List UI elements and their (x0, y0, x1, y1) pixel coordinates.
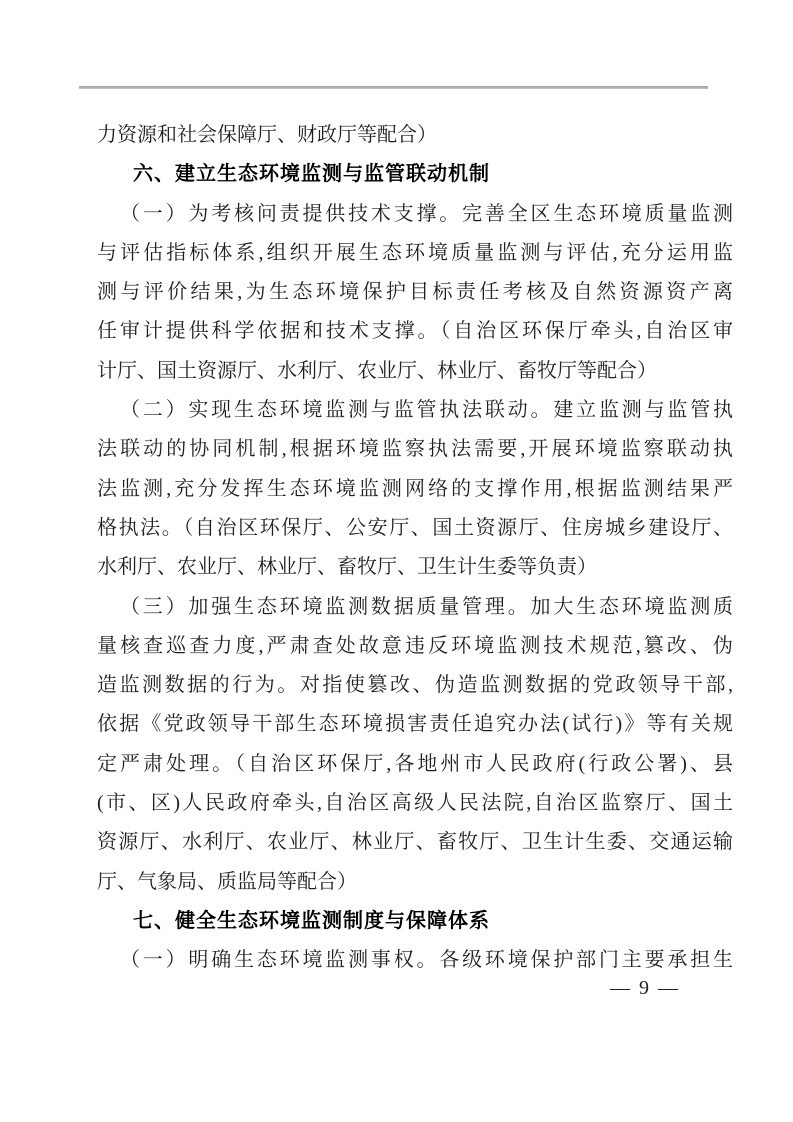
section-heading-seven: 七、健全生态环境监测制度与保障体系 (133, 909, 490, 932)
paragraph-first-line: （三）加强生态环境监测数据质量管理。加大生态环境监测质 (120, 595, 733, 618)
text-line: 力资源和社会保障厅、财政厅等配合） (97, 124, 437, 146)
text-line: 法联动的协同机制,根据环境监察执法需要,开展环境监察联动执 (97, 438, 733, 461)
text-line: 量核查巡查力度,严肃查处故意违反环境监测技术规范,篡改、伪 (97, 634, 733, 657)
text-line: 造监测数据的行为。对指使篡改、伪造监测数据的党政领导干部, (97, 674, 733, 697)
text-line: 任审计提供科学依据和技术支撑。（自治区环保厅牵头,自治区审 (97, 320, 733, 343)
page-number: — 9 — (610, 977, 680, 999)
section-heading-six: 六、建立生态环境监测与监管联动机制 (133, 163, 490, 186)
text-line: 定严肃处理。（自治区环保厅,各地州市人民政府(行政公署)、县 (97, 752, 733, 775)
text-line: 资源厅、水利厅、农业厅、林业厅、畜牧厅、卫生计生委、交通运输 (97, 831, 733, 854)
text-line: 计厅、国土资源厅、水利厅、农业厅、林业厅、畜牧厅等配合） (97, 359, 657, 382)
header-divider (79, 86, 708, 89)
document-body (97, 116, 733, 981)
paragraph-first-line: （一）为考核问责提供技术支撑。完善全区生态环境质量监测 (120, 202, 733, 225)
paragraph-first-line: （二）实现生态环境监测与监管执法联动。建立监测与监管执 (120, 399, 733, 422)
text-line: 测与评价结果,为生态环境保护目标责任考核及自然资源资产离 (97, 281, 733, 304)
text-line: 与评估指标体系,组织开展生态环境质量监测与评估,充分运用监 (97, 241, 733, 264)
text-line: 水利厅、农业厅、林业厅、畜牧厅、卫生计生委等负责） (97, 556, 597, 579)
text-line: 依据《党政领导干部生态环境损害责任追究办法(试行)》等有关规 (97, 713, 733, 736)
text-line: (市、区)人民政府牵头,自治区高级人民法院,自治区监察厅、国土 (97, 792, 733, 815)
text-line: 格执法。（自治区环保厅、公安厅、国土资源厅、住房城乡建设厅、 (97, 516, 733, 539)
text-line: 厅、气象局、质监局等配合） (97, 870, 357, 893)
paragraph-first-line: （一）明确生态环境监测事权。各级环境保护部门主要承担生 (120, 949, 733, 972)
text-line: 法监测,充分发挥生态环境监测网络的支撑作用,根据监测结果严 (97, 477, 733, 500)
